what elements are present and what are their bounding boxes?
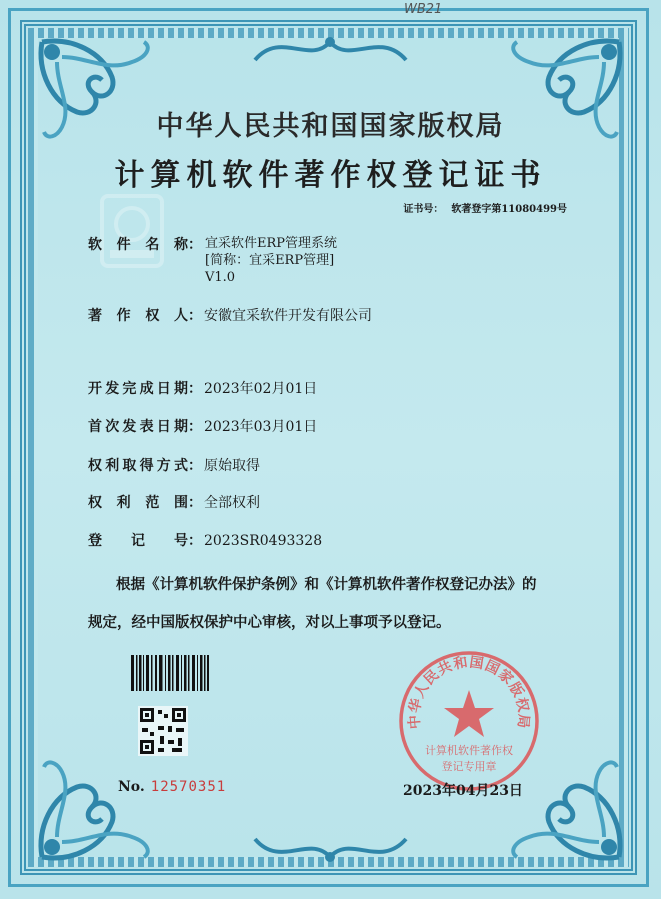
registration-statement (88, 566, 588, 642)
field-value: 原始取得 (204, 458, 260, 474)
field-colon: ： (188, 495, 202, 511)
software-short-name-line: [简称：宜采ERP管理] (205, 253, 335, 268)
software-name-value (205, 235, 337, 286)
certificate-number-value: 软著登字第11080499号 (451, 204, 567, 215)
serial-number-label: No. (118, 779, 145, 795)
statement-line: 根据《计算机软件保护条例》和《计算机软件著作权登记办法》的 (116, 576, 537, 593)
field-colon: ： (188, 308, 202, 324)
software-version-line: V1.0 (205, 270, 236, 285)
seal-line1: 计算机软件著作权 (425, 744, 513, 757)
field-colon: ： (188, 237, 202, 253)
field-label: 权利取得方式 (88, 458, 188, 474)
field-registration-no (88, 530, 322, 550)
field-first-publish-date (88, 416, 317, 436)
official-seal-icon (398, 650, 540, 792)
seal-line2: 登记专用章 (441, 760, 497, 773)
seal-ring-text: 中华人民共和国国家版权局 (406, 654, 532, 730)
field-colon: ： (188, 458, 202, 474)
field-colon: ： (188, 381, 202, 397)
field-label: 首次发表日期 (88, 419, 188, 435)
qr-code-icon (138, 706, 188, 756)
serial-number-value: 12570351 (150, 779, 227, 795)
barcode-icon (131, 655, 209, 691)
software-name-line: 宜采软件ERP管理系统 (205, 236, 338, 251)
field-value: 安徽宜采软件开发有限公司 (204, 308, 372, 324)
serial-number (118, 779, 226, 795)
watermark-emblem-icon (96, 192, 168, 270)
field-label: 权利范围 (88, 495, 188, 511)
field-label: 登记号 (88, 533, 188, 549)
certificate-number-label: 证书号： (403, 204, 444, 215)
field-label: 开发完成日期 (88, 381, 188, 397)
corner-ornament-icon (32, 757, 162, 867)
scroll-ornament-icon (250, 30, 411, 70)
field-dev-complete-date (88, 378, 317, 398)
field-software-name (88, 234, 204, 254)
scroll-ornament-icon (250, 829, 411, 869)
field-value: 全部权利 (204, 495, 260, 511)
field-rights-scope (88, 492, 260, 512)
handwritten-note: WB21 (404, 2, 443, 17)
field-value: 2023年03月01日 (204, 419, 318, 435)
field-label: 著作权人 (88, 308, 188, 324)
field-colon: ： (188, 419, 202, 435)
certificate-title: 计算机软件著作权登记证书 (114, 158, 547, 193)
issue-date: 2023年04月23日 (403, 783, 523, 799)
field-copyright-owner (88, 305, 372, 325)
field-colon: ： (188, 533, 202, 549)
field-label: 软件名称 (88, 237, 188, 253)
issuer-title: 中华人民共和国国家版权局 (156, 111, 505, 142)
statement-line: 规定，经中国版权保护中心审核，对以上事项予以登记。 (88, 614, 451, 631)
field-value: 2023SR0493328 (204, 533, 323, 549)
field-acquisition-method (88, 455, 260, 475)
certificate-number (403, 200, 567, 215)
field-value: 2023年02月01日 (204, 381, 318, 397)
